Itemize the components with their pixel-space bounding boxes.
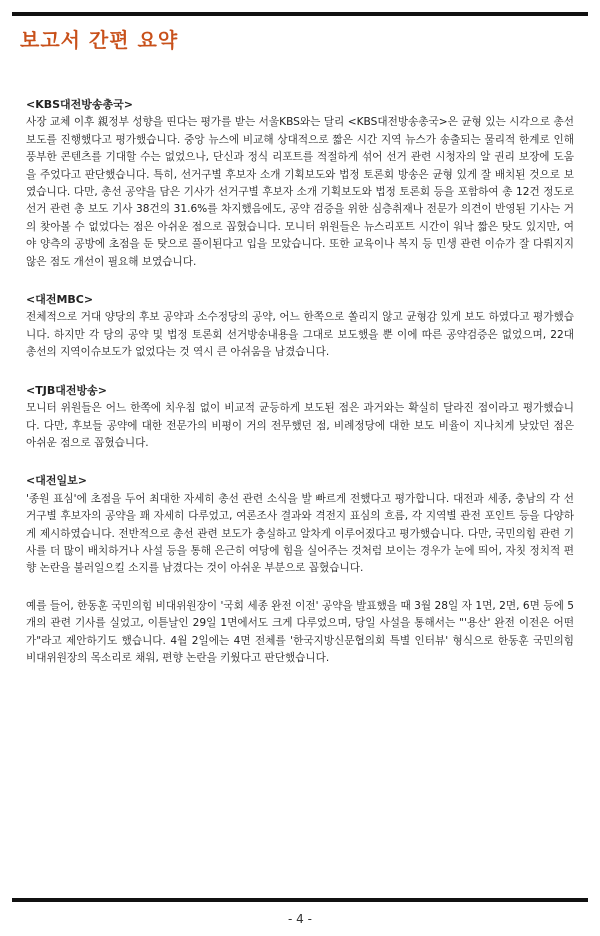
section-heading: <KBS대전방송총국> — [26, 98, 134, 111]
section-paragraph: 사장 교체 이후 親정부 성향을 띤다는 평가를 받는 서울KBS와는 달리 <KBS대전방송총국>은 균형 있는 시각으로 총선 보도를 진행했다고 평가했습니다. 중앙 뉴스에 비교해 상대적으로 짧은 시간 지역 뉴스가 송출되는 물리적 한계로 인해 풍부한 콘텐츠를 기대할 수는 없었으나, 단신과 정식 리포트를 적절하게 섞어 선거 관련 시청자의 알 권리 보장에 도움을 주었다고 판단했습니다. 특히, 선거구별 후보자 소개 기획보도와 법정 토론회 방송은 균형 있게 잘 배치된 것으로 보였습니다. 다만, 총선 공약을 담은 기사가 선거구별 후보자 소개 기획보도와 법정 토론회 등을 포함하여 총 12건 정도로 선거 관련 총 보도 기사 38건의 31.6%를 차지했음에도, 공약 검증을 위한 심층취재나 전문가 의견이 반영된 기사는 거의 찾아볼 수 없었다는 점은 아쉬운 점으로 꼽혔습니다. 모니터 위원들은 뉴스리포트 시간이 워낙 짧은 탓도 있지만, 여야 양측의 공방에 초점을 둔 탓으로 풀이된다고 입을 모았습니다. 또한 교육이나 복지 등 민생 관련 이슈가 잘 다뤄지지 않은 점도 개선이 필요해 보였습니다. — [26, 116, 574, 268]
section-paragraph: '종원 표심'에 초점을 두어 최대한 자세히 총선 관련 소식을 발 빠르게 전했다고 평가합니다. 대전과 세종, 충남의 각 선거구별 후보자의 공약을 꽤 자세히 다루었고, 여론조사 결과와 격전지 표심의 흐름, 각 지역별 관전 포인트 등을 다양하게 제시하였습니다. 전반적으로 총선 관련 보도가 충실하고 알차게 이루어졌다고 평가했습니다. 다만, 국민의힘 관련 기사를 더 많이 배치하거나 사설 등을 통해 은근히 여당에 힘을 실어주는 것처럼 보이는 경우가 눈에 띄어, 자칫 정치적 편향 논란을 불러일으킬 소지를 남겼다는 것이 아쉬운 부분으로 꼽혔습니다. — [26, 492, 574, 575]
section-heading: <대전일보> — [26, 474, 87, 488]
top-rule — [12, 12, 588, 16]
section-kbs — [26, 96, 574, 271]
bottom-rule — [12, 898, 588, 902]
section-daejeon-ilbo — [26, 472, 574, 577]
page-title: 보고서 간편 요약 — [20, 28, 179, 52]
section-tjb — [26, 382, 574, 453]
section-mbc — [26, 291, 574, 362]
section-heading: <대전MBC> — [26, 293, 94, 307]
section-closing — [26, 598, 574, 668]
section-paragraph: 전체적으로 거대 양당의 후보 공약과 소수정당의 공약, 어느 한쪽으로 쏠리지 않고 균형감 있게 보도 하였다고 평가했습니다. 하지만 각 당의 공약 및 법정 토론회 선거방송내용을 그대로 보도했을 뿐 이에 따른 공약검증은 없었으며, 22대 총선의 지역이슈보도가 없었다는 것 역시 큰 아쉬움을 남겼습니다. — [26, 311, 574, 359]
page-number: - 4 - — [288, 912, 312, 926]
section-paragraph: 모니터 위원들은 어느 한쪽에 치우침 없이 비교적 균등하게 보도된 점은 과거와는 확실히 달라진 점이라고 평가했습니다. 다만, 후보들 공약에 대한 전문가의 비평이 거의 전무했던 점, 비례정당에 대한 보도 비율이 지나치게 낮았던 점은 아쉬운 점으로 꼽혔습니다. — [26, 402, 574, 449]
report-body — [26, 96, 574, 687]
closing-paragraph: 예를 들어, 한동훈 국민의힘 비대위원장이 '국회 세종 완전 이전' 공약을 발표했을 때 3월 28일 자 1면, 2면, 6면 등에 5개의 관련 기사를 실었고, 이튿날인 29일 1면에서도 크게 다루었으며, 당일 사설을 통해서는 "'용산' 완전 이전은 어떤 가"라고 제안하기도 했습니다. 4월 2일에는 4면 전체를 '한국지방신문협의회 특별 인터뷰' 형식으로 한동훈 국민의힘 비대위원장의 목소리로 채워, 편향 논란을 키웠다고 판단했습니다. — [26, 599, 574, 664]
section-heading: <TJB대전방송> — [26, 383, 107, 397]
